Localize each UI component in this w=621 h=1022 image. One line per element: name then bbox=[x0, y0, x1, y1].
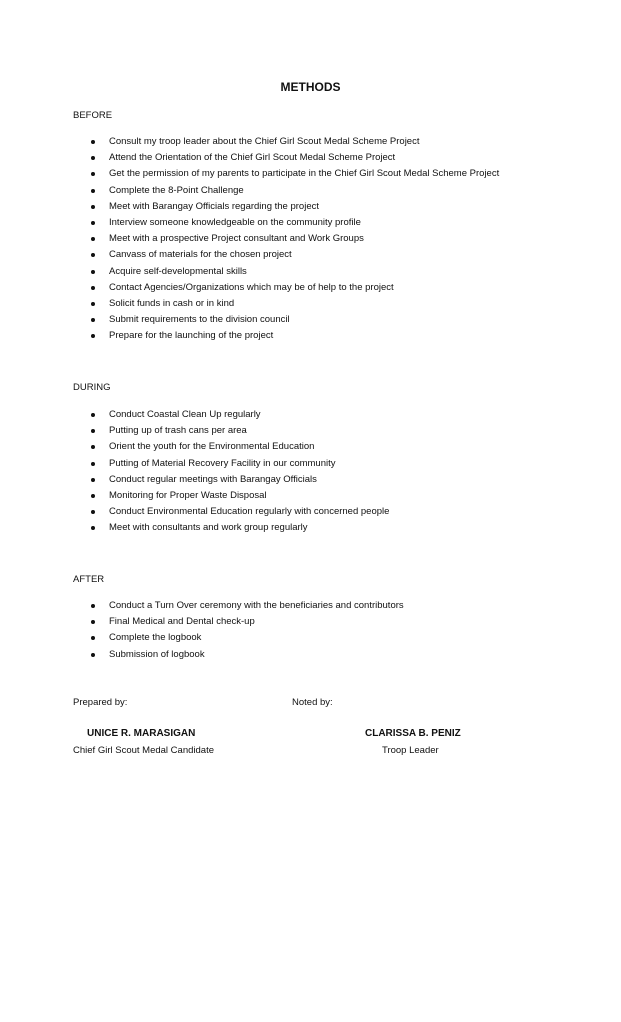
list-item-text: Conduct regular meetings with Barangay Officials bbox=[109, 473, 317, 485]
list-item bbox=[73, 312, 499, 328]
bullet-icon bbox=[91, 237, 95, 241]
list-item bbox=[73, 504, 389, 520]
list-item bbox=[73, 247, 499, 263]
bullet-icon bbox=[91, 526, 95, 530]
preparer-name: UNICE R. MARASIGAN bbox=[87, 728, 196, 739]
bullet-icon bbox=[91, 334, 95, 338]
list-item bbox=[73, 614, 404, 630]
bullet-icon bbox=[91, 172, 95, 176]
bullet-icon bbox=[91, 156, 95, 160]
list-item bbox=[73, 472, 389, 488]
bullet-icon bbox=[91, 413, 95, 417]
list-item-text: Putting up of trash cans per area bbox=[109, 425, 247, 437]
section-heading-before: BEFORE bbox=[73, 110, 113, 121]
bullet-icon bbox=[91, 221, 95, 225]
list-item-text: Final Medical and Dental check-up bbox=[109, 616, 255, 628]
list-item-text: Orient the youth for the Environmental Education bbox=[109, 441, 315, 453]
bullet-icon bbox=[91, 636, 95, 640]
bullet-icon bbox=[91, 478, 95, 482]
list-item bbox=[73, 166, 499, 182]
list-item-text: Get the permission of my parents to participate in the Chief Girl Scout Medal Scheme Project bbox=[109, 168, 500, 180]
page-title: METHODS bbox=[280, 80, 341, 94]
list-item bbox=[73, 423, 389, 439]
bullet-icon bbox=[91, 270, 95, 274]
list-item bbox=[73, 647, 404, 663]
bullet-icon bbox=[91, 205, 95, 209]
list-item-text: Conduct a Turn Over ceremony with the beneficiaries and contributors bbox=[109, 600, 404, 611]
list-item-text: Interview someone knowledgeable on the community profile bbox=[109, 216, 361, 228]
bullet-icon bbox=[91, 140, 95, 144]
list-item bbox=[73, 231, 499, 247]
list-item-text: Prepare for the launching of the project bbox=[109, 330, 274, 342]
list-item bbox=[73, 199, 499, 215]
list-item-text: Solicit funds in cash or in kind bbox=[109, 297, 235, 309]
bullet-icon bbox=[91, 604, 95, 608]
list-item bbox=[73, 264, 499, 280]
bullet-icon bbox=[91, 302, 95, 306]
list-item bbox=[73, 150, 499, 166]
list-item-text: Conduct Environmental Education regularly with concerned people bbox=[109, 506, 390, 518]
list-item bbox=[73, 183, 499, 199]
bullet-icon bbox=[91, 253, 95, 257]
bullet-icon bbox=[91, 286, 95, 290]
list-item bbox=[73, 280, 499, 296]
bullet-icon bbox=[91, 318, 95, 322]
list-item bbox=[73, 328, 499, 344]
list-item bbox=[73, 439, 389, 455]
list-item bbox=[73, 488, 389, 504]
list-item-text: Conduct Coastal Clean Up regularly bbox=[109, 409, 261, 420]
list-item-text: Meet with consultants and work group regularly bbox=[109, 522, 308, 534]
bullet-icon bbox=[91, 494, 95, 498]
list-item-text: Submission of logbook bbox=[109, 648, 205, 660]
list-item-text: Contact Agencies/Organizations which may be of help to the project bbox=[109, 281, 394, 293]
bullet-icon bbox=[91, 653, 95, 657]
list-item-text: Consult my troop leader about the Chief Girl Scout Medal Scheme Project bbox=[109, 136, 420, 147]
list-item-text: Attend the Orientation of the Chief Girl Scout Medal Scheme Project bbox=[109, 152, 396, 164]
section-heading-during: DURING bbox=[73, 382, 111, 393]
list-item-text: Putting of Material Recovery Facility in our community bbox=[109, 457, 336, 469]
before-list bbox=[73, 134, 499, 344]
list-item-text: Monitoring for Proper Waste Disposal bbox=[109, 489, 267, 501]
section-heading-after: AFTER bbox=[73, 574, 105, 585]
preparer-title: Chief Girl Scout Medal Candidate bbox=[73, 745, 214, 756]
list-item bbox=[73, 215, 499, 231]
bullet-icon bbox=[91, 429, 95, 433]
list-item bbox=[73, 630, 404, 646]
after-list bbox=[73, 598, 404, 663]
during-list bbox=[73, 407, 389, 537]
list-item bbox=[73, 296, 499, 312]
bullet-icon bbox=[91, 462, 95, 466]
bullet-icon bbox=[91, 445, 95, 449]
list-item bbox=[73, 598, 404, 614]
list-item bbox=[73, 456, 389, 472]
noter-name: CLARISSA B. PENIZ bbox=[365, 728, 461, 739]
bullet-icon bbox=[91, 510, 95, 514]
list-item bbox=[73, 407, 389, 423]
list-item bbox=[73, 134, 499, 150]
noted-by-label: Noted by: bbox=[292, 697, 333, 708]
prepared-by-label: Prepared by: bbox=[73, 697, 128, 708]
list-item bbox=[73, 520, 389, 536]
list-item-text: Acquire self-developmental skills bbox=[109, 265, 247, 277]
bullet-icon bbox=[91, 189, 95, 193]
list-item-text: Canvass of materials for the chosen project bbox=[109, 249, 292, 261]
noter-title: Troop Leader bbox=[382, 745, 439, 756]
list-item-text: Meet with a prospective Project consultant and Work Groups bbox=[109, 233, 364, 245]
list-item-text: Submit requirements to the division council bbox=[109, 314, 290, 326]
list-item-text: Complete the logbook bbox=[109, 632, 202, 644]
list-item-text: Complete the 8-Point Challenge bbox=[109, 184, 244, 196]
list-item-text: Meet with Barangay Officials regarding the project bbox=[109, 200, 319, 212]
bullet-icon bbox=[91, 620, 95, 624]
